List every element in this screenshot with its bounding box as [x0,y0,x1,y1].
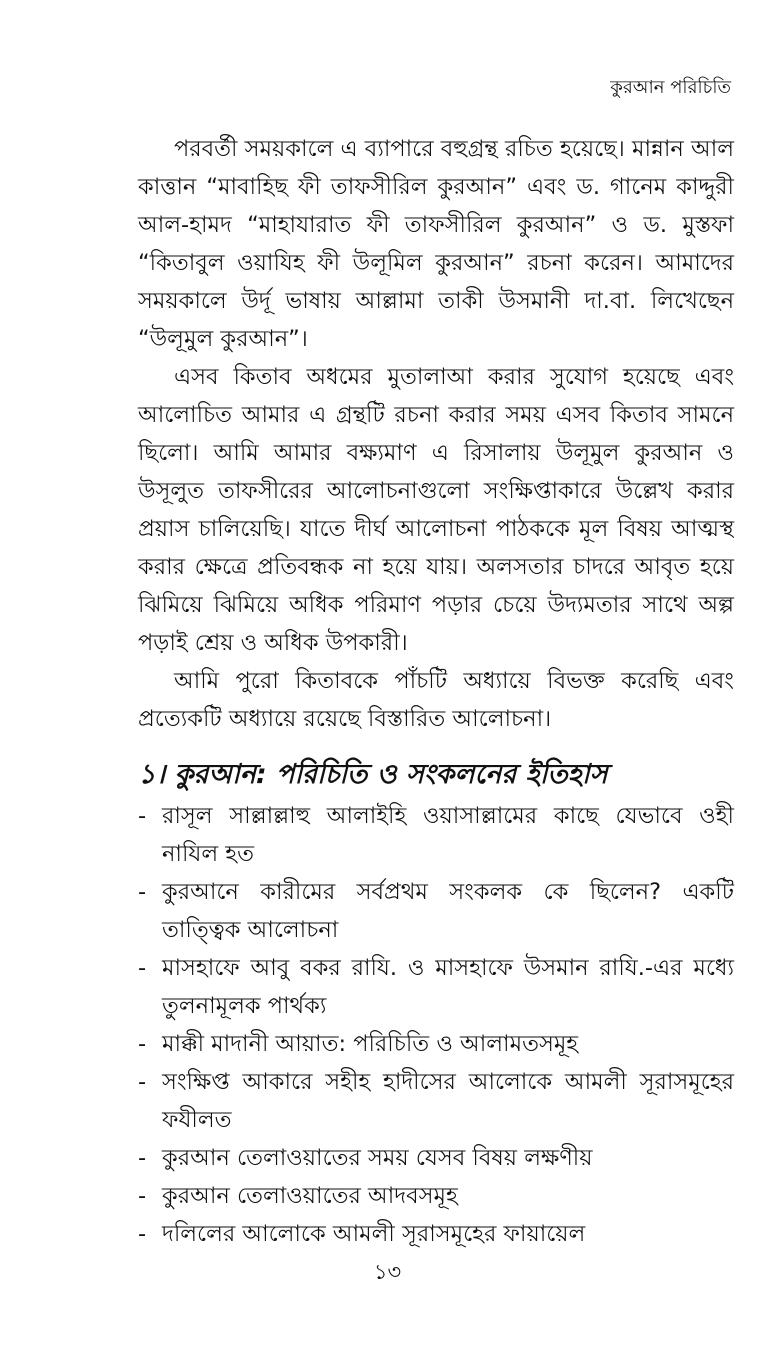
list-item-text: সংক্ষিপ্ত আকারে সহীহ হাদীসের আলোকে আমলী সূরাসমূহের ফযীলত [162,1069,734,1133]
list-item [138,1063,734,1139]
list-item-text: মাক্কী মাদানী আয়াত: পরিচিতি ও আলামতসমূহ [162,1031,579,1057]
dash-bullet: - [138,803,147,829]
list-item-text: রাসূল সাল্লাল্লাহু আলাইহি ওয়াসাল্লামের কাছে যেভাবে ওহী নাযিল হত [162,803,734,867]
list-item-text: কুরআনে কারীমের সর্বপ্রথম সংকলক কে ছিলেন? একটি তাত্ত্বিক আলোচনা [162,879,734,943]
list-item-text: কুরআন তেলাওয়াতের আদবসমূহ [162,1183,458,1209]
running-header-title: কুরআন পরিচিতি [610,77,731,98]
body-text [138,130,734,738]
dash-bullet: - [138,1069,147,1095]
list-item-text: কুরআন তেলাওয়াতের সময় যেসব বিষয় লক্ষণীয় [162,1145,593,1171]
list-item-text: দলিলের আলোকে আমলী সূরাসমূহের ফায়ায়েল [162,1221,586,1247]
list-item [138,1139,734,1177]
dash-bullet: - [138,1031,147,1057]
dash-bullet: - [138,955,147,981]
dash-bullet: - [138,1183,147,1209]
list-item [138,873,734,949]
list-item-text: মাসহাফে আবু বকর রাযি. ও মাসহাফে উসমান রাযি.-এর মধ্যে তুলনামূলক পার্থক্য [162,955,734,1019]
dash-bullet: - [138,1221,147,1247]
paragraph-3: আমি পুরো কিতাবকে পাঁচটি অধ্যায়ে বিভক্ত করেছি এবং প্রত্যেকটি অধ্যায়ে রয়েছে বিস্তারিত আলোচনা। [138,668,734,732]
list-item [138,1177,734,1215]
dash-bullet: - [138,879,147,905]
page-number: ১৩ [373,1260,402,1284]
paragraph-2: এসব কিতাব অধমের মুতালাআ করার সুযোগ হয়েছে এবং আলোচিত আমার এ গ্রন্থটি রচনা করার সময় এসব কিতাব সামনে ছিলো। আমি আমার বক্ষ্যমাণ এ রিসালায় উলূমুল কুরআন ও উসূলুত তাফসীরের আলোচনাগুলো সংক্ষিপ্তাকারে উল্লেখ করার প্রয়াস চালিয়েছি। যাতে দীর্ঘ আলোচনা পাঠককে মূল বিষয় আত্মস্থ করার ক্ষেত্রে প্রতিবন্ধক না হয়ে যায়। অলসতার চাদরে আবৃত হয়ে ঝিমিয়ে ঝিমিয়ে অধিক পরিমাণ পড়ার চেয়ে উদ্যমতার সাথে অল্প পড়াই শ্রেয় ও অধিক উপকারী। [138,364,734,656]
list-item [138,949,734,1025]
chapter-topic-list [138,797,734,1253]
list-item [138,1215,734,1253]
dash-bullet: - [138,1145,147,1171]
section-heading: ১। কুরআন: পরিচিতি ও সংকলনের ইতিহাস [138,759,608,790]
list-item [138,1025,734,1063]
list-item [138,797,734,873]
paragraph-1: পরবর্তী সময়কালে এ ব্যাপারে বহুগ্রন্থ রচিত হয়েছে। মান্নান আল কাত্তান “মাবাহিছ ফী তাফসীরিল কুরআন” এবং ড. গানেম কাদ্দুরী আল-হামদ “মাহাযারাত ফী তাফসীরিল কুরআন” ও ড. মুস্তফা “কিতাবুল ওয়াযিহ ফী উলূমিল কুরআন” রচনা করেন। আমাদের সময়কালে উর্দূ ভাষায় আল্লামা তাকী উসমানী দা.বা. লিখেছেন “উলূমুল কুরআন”। [138,136,734,352]
